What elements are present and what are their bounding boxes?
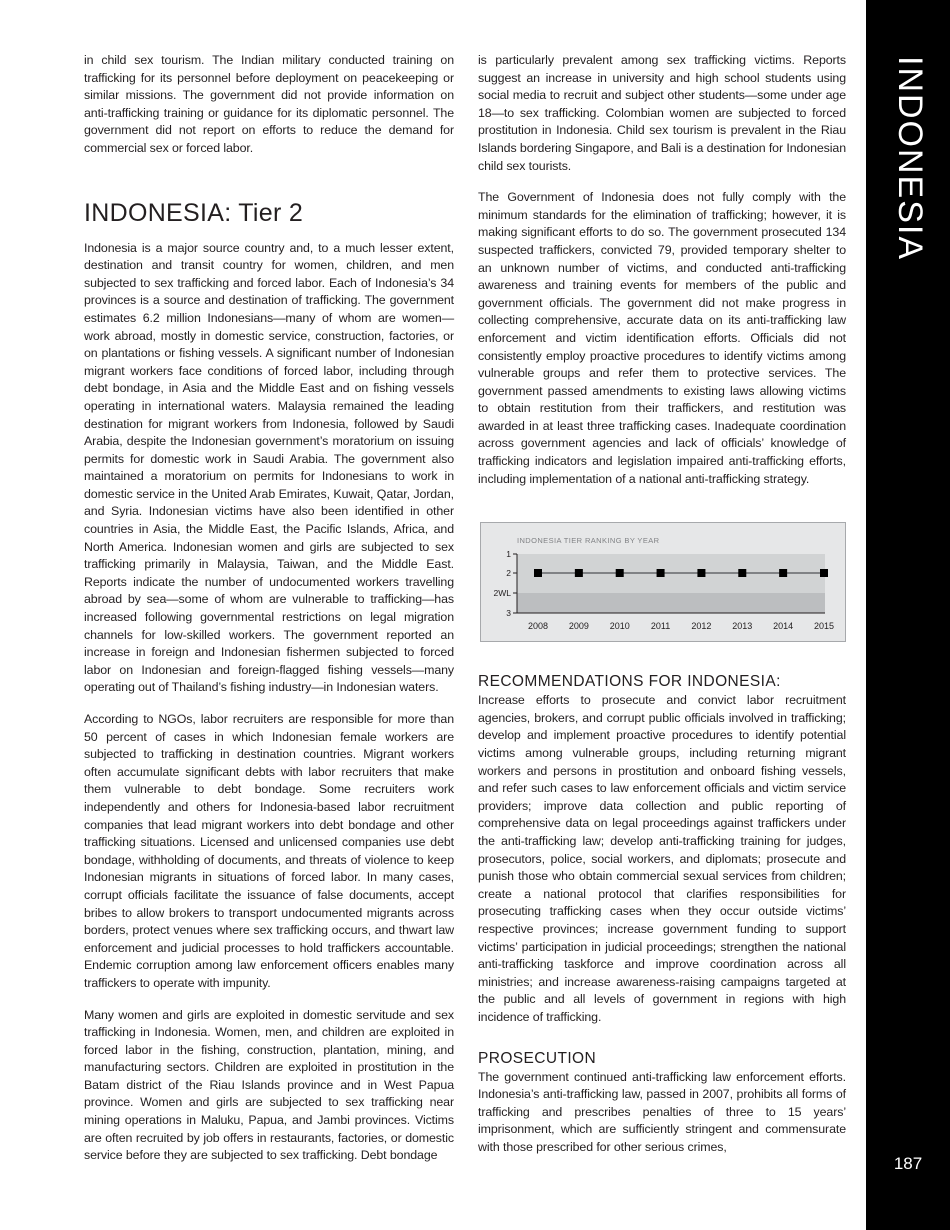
x-tick-label: 2014 bbox=[773, 621, 794, 632]
x-tick-label: 2012 bbox=[691, 621, 712, 632]
data-point bbox=[534, 569, 542, 577]
y-tick-label: 1 bbox=[506, 549, 511, 560]
prosecution-heading: PROSECUTION bbox=[478, 1049, 597, 1067]
x-tick-label: 2008 bbox=[527, 621, 549, 632]
x-tick-label: 2013 bbox=[732, 621, 753, 632]
data-point bbox=[616, 569, 624, 577]
data-point bbox=[779, 569, 787, 577]
data-point bbox=[657, 569, 665, 577]
chart-band-lower bbox=[517, 593, 825, 613]
y-tick-label: 3 bbox=[506, 608, 511, 619]
chart-title: INDONESIA TIER RANKING BY YEAR bbox=[517, 536, 660, 546]
recommendations-text: Increase efforts to prosecute and convict labor recruitment agencies, brokers, and corrupt public officials involved in trafficking; develop and implement proactive procedures to identify potential victims among vulnerable groups, including returning migrant workers and persons in prostitution and onboard fishing vessels, and refer such cases to law enforcement officials and victim service providers; improve data collection and public reporting of comprehensive data on legal proceedings against traffickers under the anti-trafficking law; develop anti-trafficking training for judges, prosecutors, police, social workers, and diplomats; prosecute and punish those who obtain commercial sexual services from children; create a national protocol that clarifies responsibilities for prosecuting trafficking cases when they occur outside victims’ respective provinces; increase government funding to support victims’ participation in judicial proceedings; strengthen the national anti-trafficking taskforce and improve coordination across all ministries; and increase awareness-raising campaigns targeted at the public and all levels of government in regions with high incidence of trafficking. bbox=[478, 693, 846, 1024]
x-tick-label: 2009 bbox=[568, 621, 589, 632]
body-paragraph: is particularly prevalent among sex trafficking victims. Reports suggest an increase in university and high school students using social media to recruit and subject other students—some under age 18—to sex trafficking. Colombian women are subjected to forced prostitution in Indonesia. Child sex tourism is prevalent in the Riau Islands bordering Singapore, and Bali is a destination for Indonesian child sex tourists. bbox=[478, 53, 846, 173]
prosecution-text: The government continued anti-trafficking law enforcement efforts. Indonesia’s anti-trafficking law, passed in 2007, prohibits all forms of trafficking and prescribes penalties of three to 15 years’ imprisonment, which are sufficiently stringent and commensurate with those prescribed for other serious crimes, bbox=[478, 1069, 846, 1154]
x-tick-label: 2011 bbox=[650, 621, 671, 632]
body-paragraph: The Government of Indonesia does not fully comply with the minimum standards for the elimination of trafficking; however, it is making significant efforts to do so. The government prosecuted 134 suspected traffickers, convicted 79, provided temporary shelter to an unknown number of victims, and conducted anti-trafficking awareness and training events for members of the public and government officials. The government did not make progress in collecting comprehensive, accurate data on its anti-trafficking law enforcement and victim identification efforts. Officials did not consistently employ proactive procedures to identify victims among vulnerable groups and refer them to protective services. The government passed amendments to existing laws allowing victims to obtain restitution from their traffickers, and restitution was awarded in at least three trafficking cases. Inadequate coordination across government agencies and lack of officials’ knowledge of trafficking indicators and legislation impaired anti-trafficking efforts, including implementation of a national anti-trafficking strategy. bbox=[478, 190, 846, 486]
data-point bbox=[575, 569, 583, 577]
recommendations-heading: RECOMMENDATIONS FOR INDONESIA: bbox=[478, 673, 781, 691]
tier-ranking-chart bbox=[480, 522, 846, 642]
x-tick-label: 2015 bbox=[813, 621, 835, 632]
data-point bbox=[738, 569, 746, 577]
intro-paragraph: in child sex tourism. The Indian military conducted training on trafficking for its personnel before deployment on peacekeeping or similar missions. The government did not provide information on anti-trafficking training or guidance for its diplomatic personnel. The government did not report on efforts to reduce the demand for commercial sex or forced labor. bbox=[84, 53, 454, 155]
data-point bbox=[820, 569, 828, 577]
y-tick-label: 2 bbox=[506, 568, 511, 579]
body-paragraph: Indonesia is a major source country and, to a much lesser extent, destination and transit country for women, children, and men subjected to sex trafficking and forced labor. Each of Indonesia’s 34 provinces is a source and destination of trafficking. The government estimates 6.2 million Indonesians—many of whom are women—work abroad, mostly in domestic service, construction, factories, or on plantations or fishing vessels. A significant number of Indonesian migrant workers face conditions of forced labor, including through debt bondage, in Asia and the Middle East and on fishing vessels operating in international waters. Malaysia remained the leading destination for migrant workers from Indonesia, followed by Saudi Arabia, despite the Indonesian government’s moratorium on issuing permits for domestic work in Saudi Arabia. The government also maintained a moratorium on permits for Indonesians to work in domestic service in the United Arab Emirates, Kuwait, Qatar, Jordan, and Syria. Indonesian victims have also been identified in other countries in Asia, the Middle East, the Pacific Islands, Africa, and North America. Indonesian women and girls are subjected to sex trafficking primarily in Malaysia, Taiwan, and the Middle East. Reports indicate the number of undocumented workers travelling abroad by sea—some of whom are vulnerable to trafficking—has increased following governmental restrictions on legal migration channels for low-skilled workers. The government reported an increase in foreign and Indonesian fishermen subjected to forced labor on Indonesian and foreign-flagged fishing vessels—many operating out of Thailand’s fishing industry—in Indonesian waters. bbox=[84, 240, 454, 695]
y-tick-label: 2WL bbox=[493, 588, 511, 599]
body-paragraph: According to NGOs, labor recruiters are responsible for more than 50 percent of cases in which Indonesian female workers are subjected to trafficking in destination countries. Migrant workers often accumulate significant debts with labor recruiters that make them vulnerable to debt bondage. Some recruiters work independently and others for Indonesia-based labor recruitment companies that lead migrant workers into debt bondage and other trafficking situations. Licensed and unlicensed companies use debt bondage, withholding of documents, and threats of violence to keep Indonesian migrants in situations of forced labor. In many cases, corrupt officials facilitate the issuance of false documents, accept bribes to allow brokers to transport undocumented migrants across borders, protect venues where sex trafficking occurs, and thwart law enforcement and judicial processes to hold traffickers accountable. Endemic corruption among law enforcement officers enables many traffickers to operate with impunity. bbox=[84, 712, 454, 990]
country-side-title: INDONESIA bbox=[891, 56, 929, 262]
country-heading: INDONESIA: Tier 2 bbox=[84, 198, 304, 227]
page-number: 187 bbox=[893, 1154, 923, 1173]
body-paragraph: Many women and girls are exploited in domestic servitude and sex trafficking in Indonesia. Women, men, and children are exploited in forced labor in the fishing, construction, plantation, mining, and manufacturing sectors. Children are exploited in prostitution in the Batam district of the Riau Islands province and in West Papua province. Women and girls are subjected to sex trafficking near mining operations in Maluku, Papua, and Jambi provinces. Victims are often recruited by job offers in restaurants, factories, or domestic service before they are subjected to sex trafficking. Debt bondage bbox=[84, 1007, 454, 1163]
data-point bbox=[697, 569, 705, 577]
tier-chart-svg bbox=[481, 523, 845, 641]
left-column bbox=[84, 52, 454, 1179]
x-tick-label: 2010 bbox=[609, 621, 630, 632]
right-column bbox=[478, 52, 846, 1171]
